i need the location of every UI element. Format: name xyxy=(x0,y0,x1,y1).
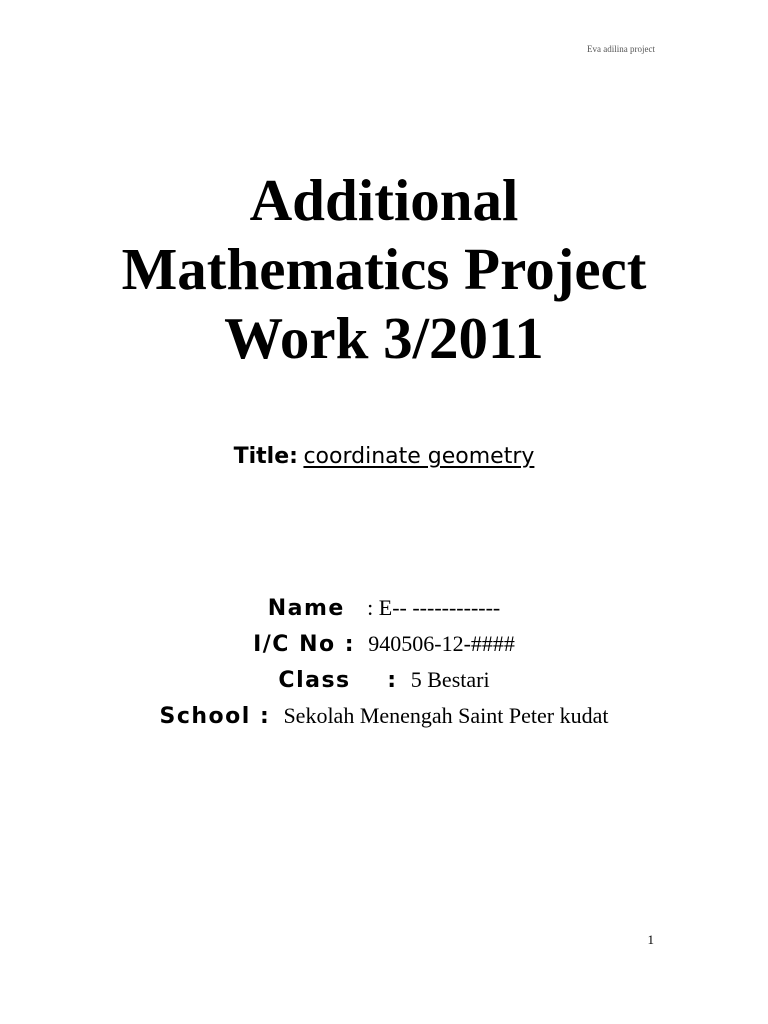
school-label: School : xyxy=(159,704,280,729)
title-line-3: Work 3/2011 xyxy=(224,305,544,371)
detail-row-name xyxy=(0,590,768,626)
name-label: Name xyxy=(267,596,364,621)
class-label: Class : xyxy=(278,668,407,693)
detail-row-ic xyxy=(0,626,768,662)
subtitle-label: Title: xyxy=(233,444,298,469)
class-value: 5 Bestari xyxy=(410,667,490,692)
ic-label: I/C No : xyxy=(253,632,365,657)
name-value: : E-- ------------ xyxy=(367,595,501,620)
project-subtitle xyxy=(0,441,768,472)
student-details xyxy=(0,590,768,734)
ic-value: 940506-12-#### xyxy=(368,631,515,656)
header-note: Eva adilina project xyxy=(587,44,655,54)
detail-row-class xyxy=(0,662,768,698)
school-value: Sekolah Menengah Saint Peter kudat xyxy=(283,703,609,728)
detail-row-school xyxy=(0,698,768,734)
subtitle-value: coordinate geometry xyxy=(303,444,535,469)
document-title xyxy=(0,166,768,373)
page-number: 1 xyxy=(647,932,654,947)
title-line-2: Mathematics Project xyxy=(121,236,647,302)
title-line-1: Additional xyxy=(249,167,519,233)
